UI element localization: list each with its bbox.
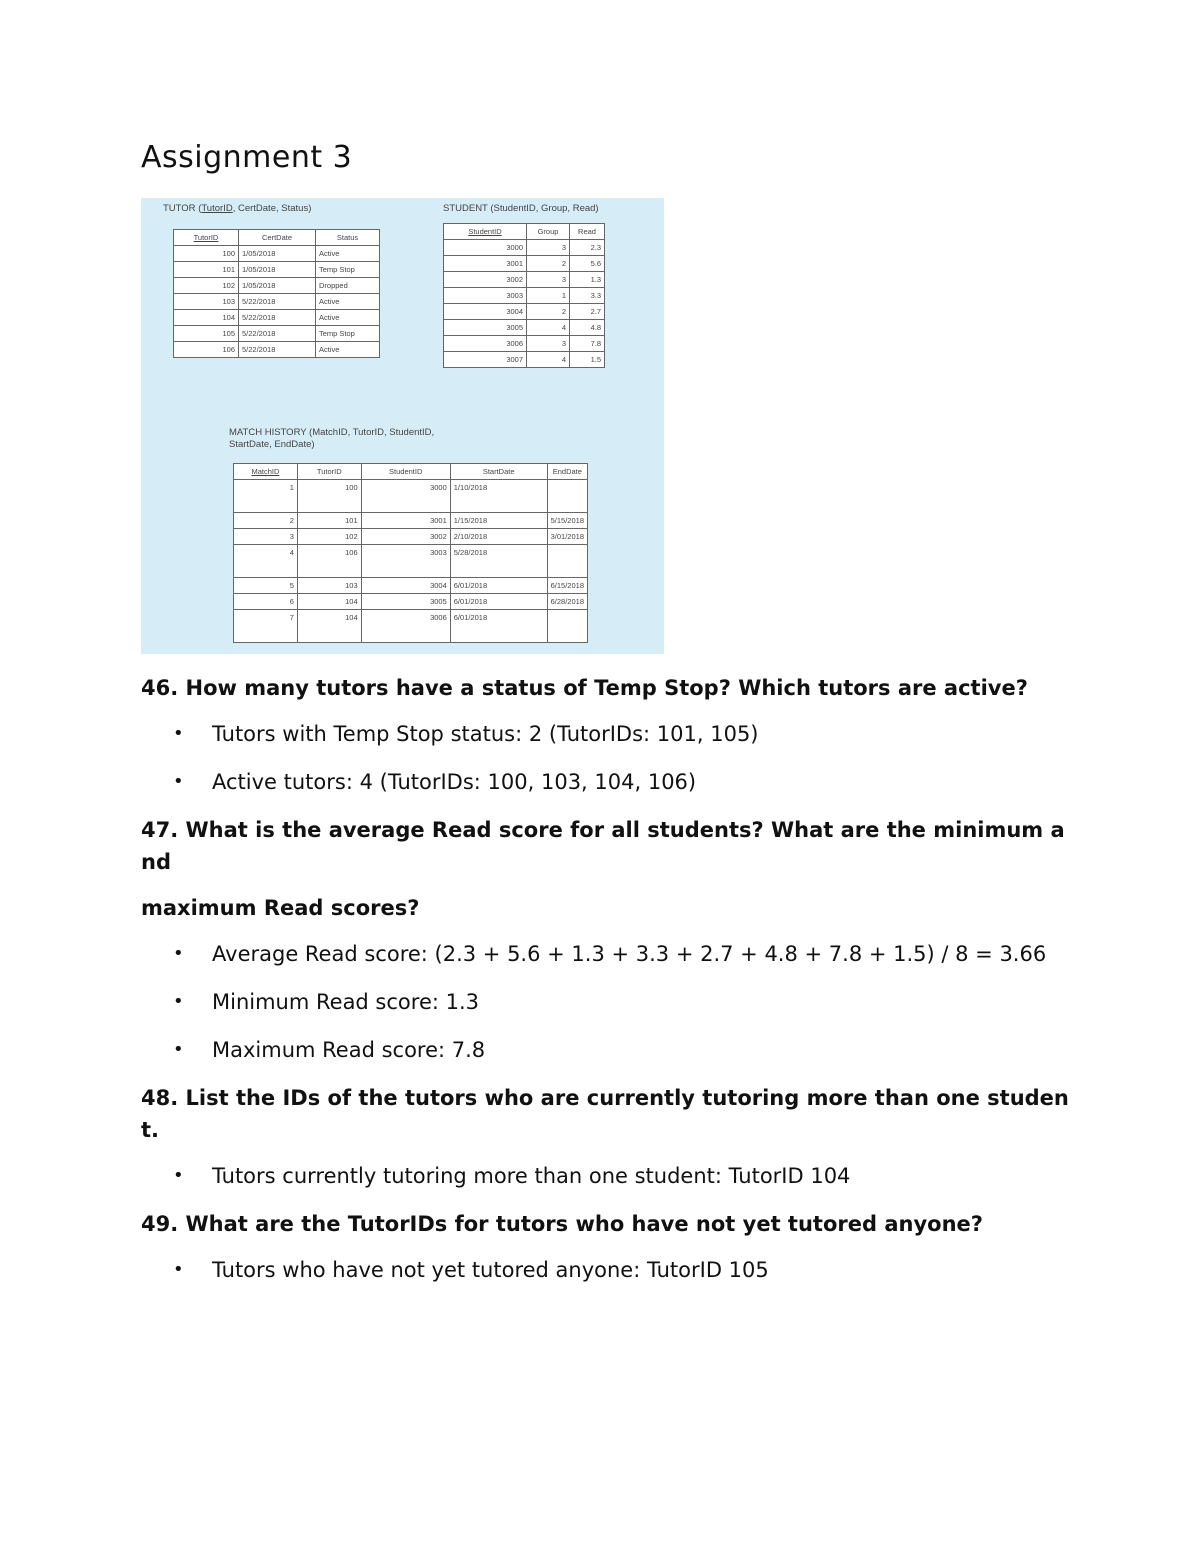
column-header: TutorID — [297, 464, 361, 480]
table-cell: 1 — [527, 288, 570, 304]
table-cell: 6/28/2018 — [547, 594, 587, 610]
answer-list-48 — [141, 1160, 1071, 1192]
table-cell: 106 — [297, 545, 361, 578]
answer-list-46 — [141, 718, 1071, 798]
table-cell: 3006 — [361, 610, 450, 643]
match-history-table — [233, 463, 588, 643]
table-row — [444, 288, 605, 304]
table-cell: 1/05/2018 — [239, 278, 316, 294]
table-cell: 1.3 — [570, 272, 605, 288]
table-cell: 5/22/2018 — [239, 294, 316, 310]
table-cell: Active — [316, 246, 380, 262]
answer-text: Tutors who have not yet tutored anyone: TutorID 105 — [212, 1258, 769, 1282]
answer-text: Minimum Read score: 1.3 — [212, 990, 480, 1014]
table-cell: 2.3 — [570, 240, 605, 256]
page-title: Assignment 3 — [141, 140, 353, 175]
table-cell: 105 — [174, 326, 239, 342]
table-row — [234, 513, 588, 529]
schema-figure — [141, 198, 664, 654]
table-cell: Dropped — [316, 278, 380, 294]
answer-list-49 — [141, 1254, 1071, 1286]
table-cell: 7 — [234, 610, 298, 643]
table-cell: 101 — [297, 513, 361, 529]
list-item — [141, 1254, 1071, 1286]
table-cell: 5/22/2018 — [239, 326, 316, 342]
table-row — [444, 240, 605, 256]
table-cell: Temp Stop — [316, 326, 380, 342]
table-cell: 2 — [527, 256, 570, 272]
table-cell: 103 — [174, 294, 239, 310]
bullet-icon: • — [173, 1259, 184, 1280]
match-caption-line-2: StartDate, EndDate) — [229, 439, 315, 450]
table-cell: 2 — [527, 304, 570, 320]
table-cell: 3001 — [361, 513, 450, 529]
table-cell: 1/05/2018 — [239, 246, 316, 262]
column-header: Status — [316, 230, 380, 246]
table-cell: 3001 — [444, 256, 527, 272]
table-row — [174, 310, 380, 326]
table-cell: 106 — [174, 342, 239, 358]
table-cell: 5.6 — [570, 256, 605, 272]
table-cell: 3002 — [361, 529, 450, 545]
table-cell — [547, 480, 587, 513]
table-cell: 6 — [234, 594, 298, 610]
answer-text: Active tutors: 4 (TutorIDs: 100, 103, 104, 106) — [212, 770, 697, 794]
table-cell: 103 — [297, 578, 361, 594]
table-cell: 3005 — [444, 320, 527, 336]
table-cell: 5/28/2018 — [450, 545, 547, 578]
table-cell — [547, 545, 587, 578]
bullet-icon: • — [173, 991, 184, 1012]
question-48: 48. List the IDs of the tutors who are currently tutoring more than one student. — [141, 1086, 1069, 1142]
match-caption-line-1: MATCH HISTORY (MatchID, TutorID, StudentID, — [229, 427, 435, 438]
table-cell: 7.8 — [570, 336, 605, 352]
table-row — [444, 304, 605, 320]
column-header: CertDate — [239, 230, 316, 246]
table-row — [174, 294, 380, 310]
table-cell: Temp Stop — [316, 262, 380, 278]
table-cell: 101 — [174, 262, 239, 278]
question-46: 46. How many tutors have a status of Temp Stop? Which tutors are active? — [141, 676, 1028, 700]
column-header: StartDate — [450, 464, 547, 480]
table-row — [174, 262, 380, 278]
table-cell: 3 — [527, 240, 570, 256]
tutor-caption-pk: TutorID — [201, 203, 233, 214]
column-header: EndDate — [547, 464, 587, 480]
table-cell: 3002 — [444, 272, 527, 288]
table-cell: 3/01/2018 — [547, 529, 587, 545]
table-cell: 3000 — [444, 240, 527, 256]
bullet-icon: • — [173, 943, 184, 964]
table-cell: 3 — [527, 336, 570, 352]
column-header: StudentID — [444, 224, 527, 240]
table-cell: 3004 — [361, 578, 450, 594]
column-header: TutorID — [174, 230, 239, 246]
question-49: 49. What are the TutorIDs for tutors who have not yet tutored anyone? — [141, 1212, 983, 1236]
column-header: Group — [527, 224, 570, 240]
table-cell: 102 — [174, 278, 239, 294]
answer-text: Tutors currently tutoring more than one student: TutorID 104 — [212, 1164, 851, 1188]
column-header: Read — [570, 224, 605, 240]
table-row — [444, 352, 605, 368]
table-cell: 100 — [174, 246, 239, 262]
table-cell: 2/10/2018 — [450, 529, 547, 545]
table-row — [234, 529, 588, 545]
table-row — [174, 326, 380, 342]
table-cell: Active — [316, 310, 380, 326]
table-cell: 3004 — [444, 304, 527, 320]
table-cell: 5/15/2018 — [547, 513, 587, 529]
table-row — [234, 594, 588, 610]
bullet-icon: • — [173, 771, 184, 792]
table-cell: 2 — [234, 513, 298, 529]
table-row — [234, 578, 588, 594]
table-cell: 3 — [234, 529, 298, 545]
table-header-row — [444, 224, 605, 240]
table-row — [444, 272, 605, 288]
table-cell: 5 — [234, 578, 298, 594]
table-cell: 104 — [174, 310, 239, 326]
table-row — [444, 320, 605, 336]
table-cell: 3.3 — [570, 288, 605, 304]
table-cell: 3 — [527, 272, 570, 288]
table-row — [174, 246, 380, 262]
table-cell: 6/15/2018 — [547, 578, 587, 594]
table-cell: 5/22/2018 — [239, 310, 316, 326]
tutor-caption — [163, 203, 311, 215]
table-cell: 1/05/2018 — [239, 262, 316, 278]
table-row — [444, 336, 605, 352]
table-cell: 3003 — [444, 288, 527, 304]
table-cell: 2.7 — [570, 304, 605, 320]
student-caption: STUDENT (StudentID, Group, Read) — [443, 203, 599, 214]
table-cell: 104 — [297, 594, 361, 610]
qa-content — [141, 672, 1071, 1302]
table-cell: Active — [316, 294, 380, 310]
table-cell: 3000 — [361, 480, 450, 513]
column-header: MatchID — [234, 464, 298, 480]
answer-text: Average Read score: (2.3 + 5.6 + 1.3 + 3.3 + 2.7 + 4.8 + 7.8 + 1.5) / 8 = 3.66 — [212, 942, 1047, 966]
table-cell: 1 — [234, 480, 298, 513]
tutor-caption-rest: , CertDate, Status) — [232, 203, 312, 214]
answer-text: Maximum Read score: 7.8 — [212, 1038, 486, 1062]
list-item — [141, 718, 1071, 750]
bullet-icon: • — [173, 1039, 184, 1060]
table-row — [174, 278, 380, 294]
table-cell: 102 — [297, 529, 361, 545]
table-cell: 3006 — [444, 336, 527, 352]
list-item — [141, 938, 1071, 970]
table-cell: 4 — [527, 352, 570, 368]
answer-list-47 — [141, 938, 1071, 1066]
match-caption — [229, 427, 434, 451]
table-row — [234, 545, 588, 578]
tutor-caption-name: TUTOR — [163, 203, 196, 214]
table-cell: 3005 — [361, 594, 450, 610]
table-cell: 3007 — [444, 352, 527, 368]
table-cell: 6/01/2018 — [450, 594, 547, 610]
table-cell: 1.5 — [570, 352, 605, 368]
table-cell — [547, 610, 587, 643]
list-item — [141, 1034, 1071, 1066]
tutor-caption-open: ( — [198, 203, 202, 214]
table-cell: 6/01/2018 — [450, 610, 547, 643]
table-cell: 4 — [527, 320, 570, 336]
student-table — [443, 223, 605, 368]
table-header-row — [174, 230, 380, 246]
table-cell: 100 — [297, 480, 361, 513]
question-47-part-2: maximum Read scores? — [141, 896, 420, 920]
answer-text: Tutors with Temp Stop status: 2 (TutorIDs: 101, 105) — [212, 722, 759, 746]
table-cell: 1/15/2018 — [450, 513, 547, 529]
table-cell: Active — [316, 342, 380, 358]
bullet-icon: • — [173, 723, 184, 744]
question-47-part-1: 47. What is the average Read score for all students? What are the minimum and — [141, 818, 1065, 874]
table-row — [174, 342, 380, 358]
table-cell: 4 — [234, 545, 298, 578]
table-cell: 104 — [297, 610, 361, 643]
column-header: StudentID — [361, 464, 450, 480]
bullet-icon: • — [173, 1165, 184, 1186]
table-cell: 3003 — [361, 545, 450, 578]
list-item — [141, 1160, 1071, 1192]
table-cell: 5/22/2018 — [239, 342, 316, 358]
table-row — [444, 256, 605, 272]
table-header-row — [234, 464, 588, 480]
table-cell: 6/01/2018 — [450, 578, 547, 594]
list-item — [141, 766, 1071, 798]
list-item — [141, 986, 1071, 1018]
table-cell: 1/10/2018 — [450, 480, 547, 513]
tutor-table — [173, 229, 380, 358]
table-cell: 4.8 — [570, 320, 605, 336]
table-row — [234, 610, 588, 643]
table-row — [234, 480, 588, 513]
